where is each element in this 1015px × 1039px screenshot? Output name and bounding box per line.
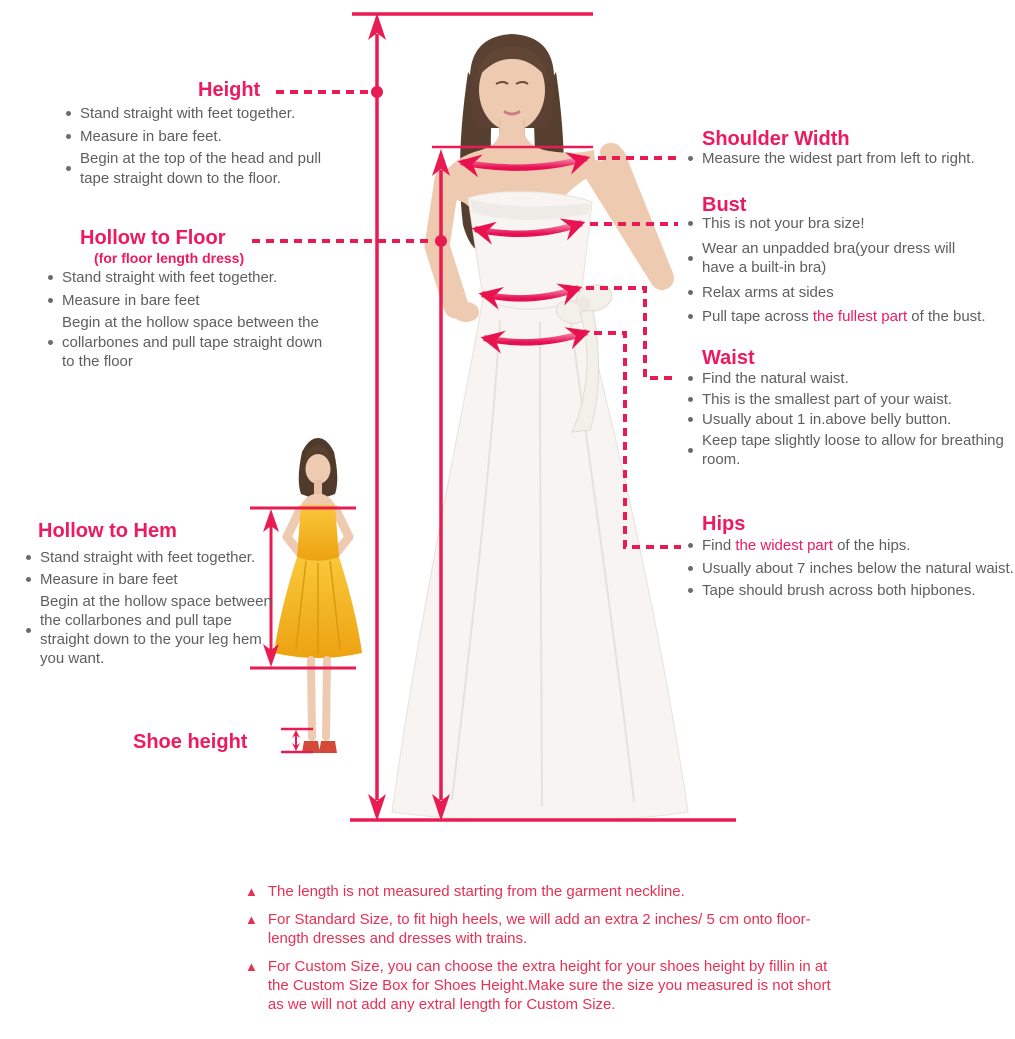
- bullet-dot: [688, 314, 693, 319]
- warning-triangle-icon: ▲: [245, 884, 258, 899]
- list-item: Begin at the top of the head and pull tape straight down to the floor.: [66, 149, 336, 188]
- list-item: Measure in bare feet: [26, 570, 276, 589]
- bullet-dot: [26, 577, 31, 582]
- htf-label-dot: [435, 235, 447, 247]
- bullet-dot: [66, 134, 71, 139]
- list-item: Measure in bare feet.: [66, 127, 336, 147]
- bullet-dot: [66, 111, 71, 116]
- note-row: [245, 957, 845, 1014]
- bullet-dot: [688, 156, 693, 161]
- list-item: Wear an unpadded bra(your dress will have a built-in bra): [688, 239, 1015, 278]
- list-item: Find the natural waist.: [688, 369, 1008, 389]
- list-item: Measure the widest part from left to right.: [688, 149, 1010, 169]
- hollow-to-floor-title: Hollow to Floor: [80, 227, 226, 249]
- list-item: Measure in bare feet: [48, 291, 328, 311]
- list-item: Relax arms at sides: [688, 283, 1015, 303]
- bullet-dot: [48, 340, 53, 345]
- height-label-dot: [371, 86, 383, 98]
- bullet-dot: [688, 376, 693, 381]
- height-title: Height: [198, 79, 261, 101]
- shoulder-width-bullet-list: [688, 149, 1010, 172]
- small-model-illustration: [274, 438, 362, 753]
- note-row: [245, 882, 845, 901]
- bullet-dot: [26, 628, 31, 633]
- bullet-dot: [688, 588, 693, 593]
- list-item: Stand straight with feet together.: [66, 104, 336, 124]
- bullet-dot: [26, 555, 31, 560]
- hips-bullet-list: [688, 536, 1015, 604]
- list-item: Usually about 7 inches below the natural waist.: [688, 559, 1015, 579]
- list-item: Usually about 1 in.above belly button.: [688, 410, 1008, 430]
- bullet-dot: [688, 543, 693, 548]
- bullet-dot: [48, 275, 53, 280]
- bullet-dot: [688, 221, 693, 226]
- bust-title: Bust: [702, 194, 747, 216]
- bullet-dot: [66, 166, 71, 171]
- note-text: For Standard Size, to fit high heels, we will add an extra 2 inches/ 5 cm onto floor-length dresses and dresses with trains.: [267, 911, 811, 947]
- list-item: Begin at the hollow space between the collarbones and pull tape straight down to the your leg hem you want.: [26, 592, 276, 668]
- hollow-to-hem-title: Hollow to Hem: [38, 520, 177, 542]
- list-item: This is not your bra size!: [688, 214, 1015, 234]
- hollow-to-hem-bullet-list: [26, 548, 276, 671]
- note-row: [245, 910, 845, 948]
- list-item: Keep tape slightly loose to allow for breathing room.: [688, 431, 1008, 470]
- warning-triangle-icon: ▲: [245, 959, 258, 974]
- list-item: Pull tape across the fullest part of the bust.: [688, 307, 1015, 327]
- bullet-dot: [688, 448, 693, 453]
- waist-bullet-list: [688, 369, 1008, 471]
- list-item: This is the smallest part of your waist.: [688, 390, 1008, 410]
- main-model-illustration: [392, 34, 688, 821]
- hips-title: Hips: [702, 513, 746, 535]
- bullet-dot: [688, 256, 693, 261]
- footnotes: [245, 882, 845, 1023]
- list-item: Stand straight with feet together.: [48, 268, 328, 288]
- bullet-dot: [688, 397, 693, 402]
- note-text: The length is not measured starting from the garment neckline.: [267, 883, 685, 900]
- waist-title: Waist: [702, 347, 755, 369]
- list-item: Stand straight with feet together.: [26, 548, 276, 567]
- note-text: For Custom Size, you can choose the extra height for your shoes height by fillin in at the Custom Size Box for Shoes Height.Make sure the size you measured is not short as we will not add any extral length for Custom Size.: [267, 958, 831, 1013]
- list-item: Begin at the hollow space between the collarbones and pull tape straight down to the floor: [48, 313, 328, 372]
- bullet-dot: [48, 298, 53, 303]
- list-item: Tape should brush across both hipbones.: [688, 581, 1015, 601]
- bullet-dot: [688, 417, 693, 422]
- shoe-height-label: Shoe height: [133, 731, 248, 753]
- highlighted-text: the widest part: [735, 537, 833, 554]
- bullet-dot: [688, 566, 693, 571]
- hollow-to-floor-bullet-list: [48, 268, 328, 375]
- list-item: Find the widest part of the hips.: [688, 536, 1015, 556]
- shoulder-width-title: Shoulder Width: [702, 128, 850, 150]
- height-bullet-list: [66, 104, 336, 191]
- hollow-to-floor-subtitle: (for floor length dress): [94, 250, 245, 266]
- highlighted-text: the fullest part: [812, 308, 908, 325]
- bullet-dot: [688, 290, 693, 295]
- warning-triangle-icon: ▲: [245, 912, 258, 927]
- bust-bullet-list: [688, 214, 1015, 332]
